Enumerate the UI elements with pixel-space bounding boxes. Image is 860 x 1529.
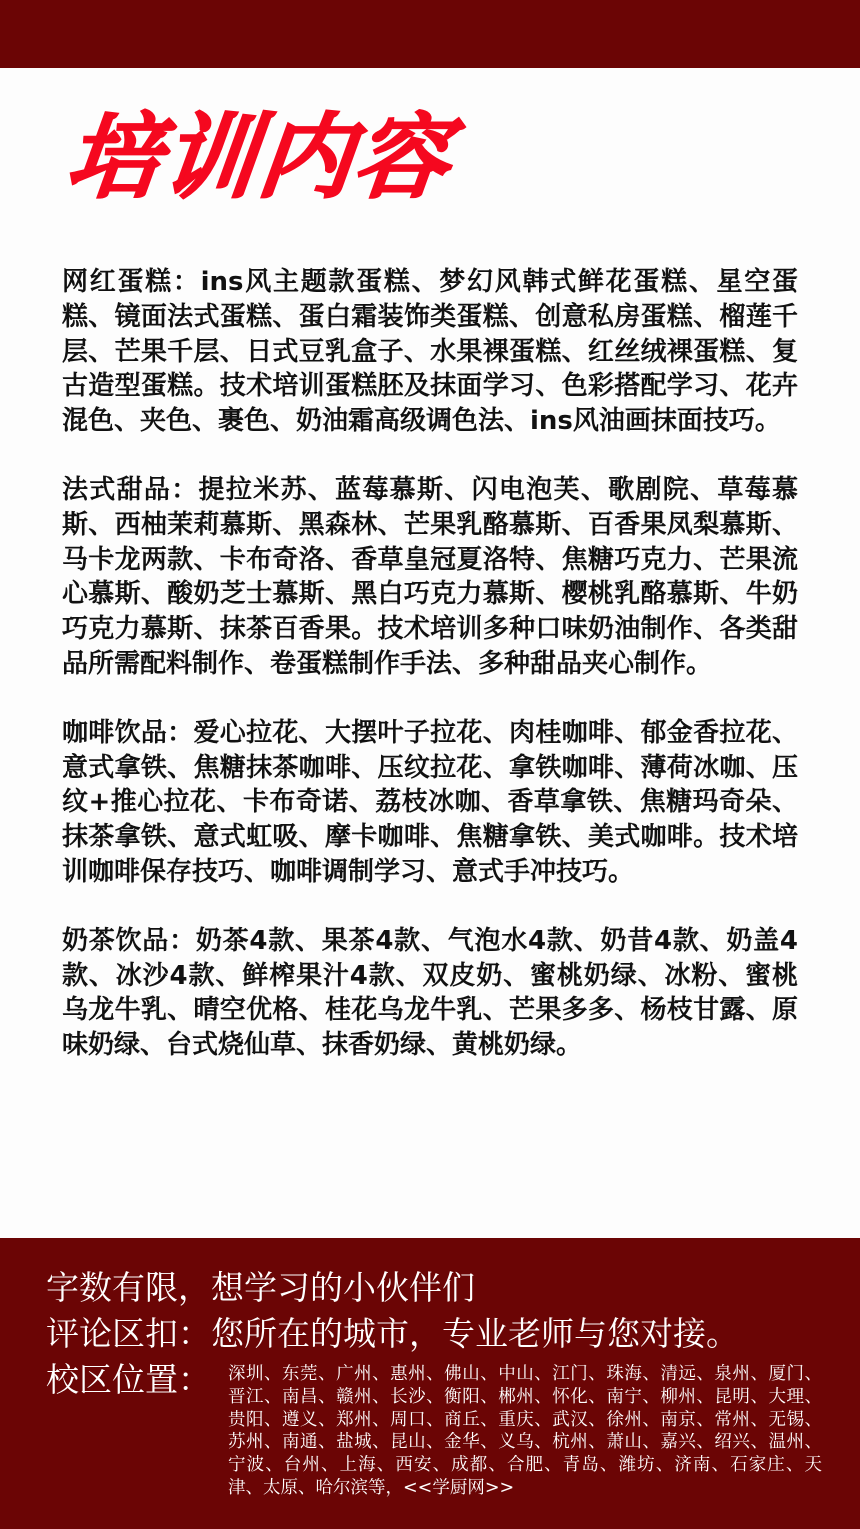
training-content xyxy=(62,265,798,1097)
top-banner xyxy=(0,0,860,68)
footer-call-to-action: 评论区扣：您所在的城市，专业老师与您对接。 xyxy=(46,1314,739,1353)
campus-city-list: 深圳、东莞、广州、惠州、佛山、中山、江门、珠海、清远、泉州、厦门、晋江、南昌、赣州、长沙、衡阳、郴州、怀化、南宁、柳州、昆明、大理、贵阳、遵义、郑州、周口、商丘、重庆、武汉、徐州、南京、常州、无锡、苏州、南通、盐城、昆山、金华、义乌、杭州、萧山、嘉兴、绍兴、温州、宁波、台州、上海、西安、成都、合肥、青岛、潍坊、济南、石家庄、天津、太原、哈尔滨等，<<学厨网>> xyxy=(228,1364,822,1498)
section-internet-cakes: 网红蛋糕：ins风主题款蛋糕、梦幻风韩式鲜花蛋糕、星空蛋糕、镜面法式蛋糕、蛋白霜装饰类蛋糕、创意私房蛋糕、榴莲千层、芒果千层、日式豆乳盒子、水果裸蛋糕、红丝绒裸蛋糕、复古造型蛋糕。技术培训蛋糕胚及抹面学习、色彩搭配学习、花卉混色、夹色、裹色、奶油霜高级调色法、ins风油画抹面技巧。 xyxy=(62,267,798,437)
footer-notice: 字数有限，想学习的小伙伴们 xyxy=(46,1268,475,1307)
page-title: 培训内容 xyxy=(61,104,457,211)
section-coffee-drinks: 咖啡饮品：爱心拉花、大摆叶子拉花、肉桂咖啡、郁金香拉花、意式拿铁、焦糖抹茶咖啡、压纹拉花、拿铁咖啡、薄荷冰咖、压纹+推心拉花、卡布奇诺、荔枝冰咖、香草拿铁、焦糖玛奇朵、抹茶拿铁、意式虹吸、摩卡咖啡、焦糖拿铁、美式咖啡。技术培训咖啡保存技巧、咖啡调制学习、意式手冲技巧。 xyxy=(62,717,798,887)
campus-label: 校区位置： xyxy=(46,1360,211,1399)
section-milk-tea-drinks: 奶茶饮品：奶茶4款、果茶4款、气泡水4款、奶昔4款、奶盖4款、冰沙4款、鲜榨果汁4款、双皮奶、蜜桃奶绿、冰粉、蜜桃乌龙牛乳、晴空优格、桂花乌龙牛乳、芒果多多、杨枝甘露、原味奶绿、台式烧仙草、抹香奶绿、黄桃奶绿。 xyxy=(62,925,798,1061)
section-french-desserts: 法式甜品：提拉米苏、蓝莓慕斯、闪电泡芙、歌剧院、草莓慕斯、西柚茉莉慕斯、黑森林、芒果乳酪慕斯、百香果凤梨慕斯、马卡龙两款、卡布奇洛、香草皇冠夏洛特、焦糖巧克力、芒果流心慕斯、酸奶芝士慕斯、黑白巧克力慕斯、樱桃乳酪慕斯、牛奶巧克力慕斯、抹茶百香果。技术培训多种口味奶油制作、各类甜品所需配料制作、卷蛋糕制作手法、多种甜品夹心制作。 xyxy=(62,474,798,679)
footer-banner xyxy=(0,1238,860,1529)
